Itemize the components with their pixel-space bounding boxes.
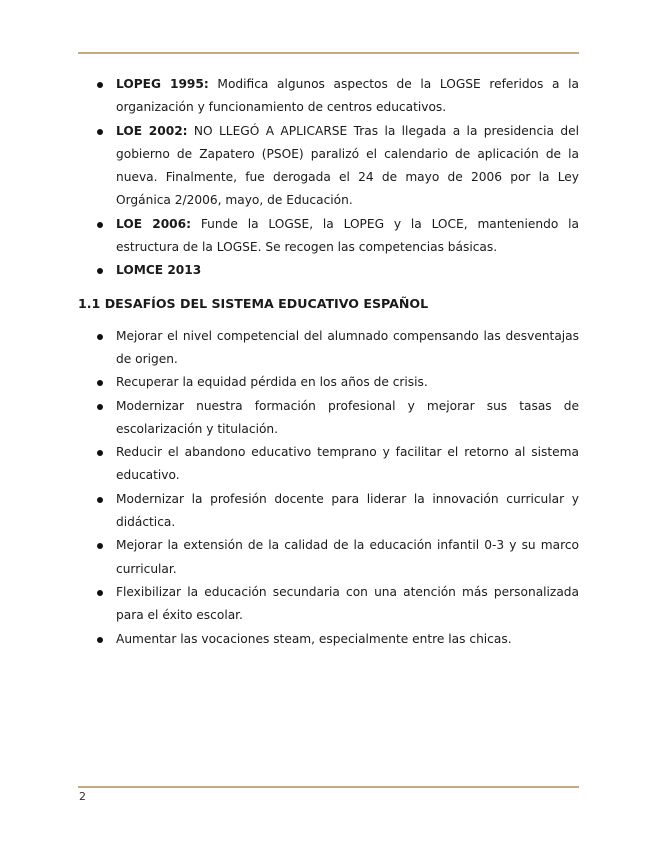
- bullet-icon: [97, 543, 103, 549]
- law-description: NO LLEGÓ A APLICARSE Tras la llegada a la presidencia del gobierno de Zapatero (PSOE) paralizó el calendario de aplicación de la nueva. Finalmente, fue derogada el 24 de mayo de 2006 por la Ley Orgánica 2/2006, mayo, de Educación.: [116, 123, 579, 208]
- page-content: [78, 73, 579, 651]
- list-item: [78, 581, 579, 628]
- laws-list: [78, 73, 579, 283]
- bullet-icon: [97, 268, 103, 274]
- challenge-text: Modernizar la profesión docente para liderar la innovación curricular y didáctica.: [116, 491, 579, 530]
- law-description: Funde la LOGSE, la LOPEG y la LOCE, manteniendo la estructura de la LOGSE. Se recogen las competencias básicas.: [116, 216, 579, 255]
- challenge-text: Mejorar la extensión de la calidad de la educación infantil 0-3 y su marco curricular.: [116, 538, 579, 576]
- bullet-icon: [97, 450, 103, 456]
- bullet-icon: [97, 334, 103, 340]
- list-item: [78, 395, 579, 442]
- bullet-icon: [97, 590, 103, 596]
- list-item: [78, 628, 579, 651]
- bullet-icon: [97, 380, 103, 386]
- page-number: 2: [79, 790, 86, 803]
- law-label: LOE 2002:: [116, 123, 188, 138]
- challenge-text: Reducir el abandono educativo temprano y facilitar el retorno al sistema educativo.: [116, 445, 579, 483]
- bullet-icon: [97, 637, 103, 643]
- challenge-text: Flexibilizar la educación secundaria con una atención más personalizada para el éxito escolar.: [116, 584, 579, 623]
- list-item: [78, 534, 579, 581]
- list-item: [78, 371, 579, 394]
- bullet-icon: [97, 222, 103, 228]
- list-item: [78, 73, 579, 120]
- list-item: [78, 441, 579, 488]
- challenges-list: [78, 325, 579, 651]
- bullet-icon: [97, 404, 103, 410]
- law-label: LOE 2006:: [116, 216, 192, 231]
- section-heading: 1.1 DESAFÍOS DEL SISTEMA EDUCATIVO ESPAÑOL: [78, 295, 429, 311]
- list-item: [78, 488, 579, 535]
- header-rule: [78, 52, 579, 54]
- bullet-icon: [97, 497, 103, 503]
- challenge-text: Recuperar la equidad pérdida en los años de crisis.: [116, 375, 428, 390]
- list-item: [78, 120, 579, 213]
- challenge-text: Aumentar las vocaciones steam, especialmente entre las chicas.: [116, 631, 512, 646]
- law-label: LOMCE 2013: [116, 263, 202, 278]
- law-description: Modifica algunos aspectos de la LOGSE referidos a la organización y funcionamiento de centros educativos.: [116, 77, 579, 115]
- law-label: LOPEG 1995:: [116, 77, 209, 91]
- list-item: [78, 325, 579, 372]
- challenge-text: Modernizar nuestra formación profesional y mejorar sus tasas de escolarización y titulación.: [116, 398, 579, 436]
- challenge-text: Mejorar el nivel competencial del alumnado compensando las desventajas de origen.: [116, 328, 579, 366]
- bullet-icon: [97, 82, 103, 88]
- footer-rule: [78, 786, 579, 788]
- list-item: [78, 213, 579, 260]
- bullet-icon: [97, 129, 103, 135]
- list-item: [78, 259, 579, 282]
